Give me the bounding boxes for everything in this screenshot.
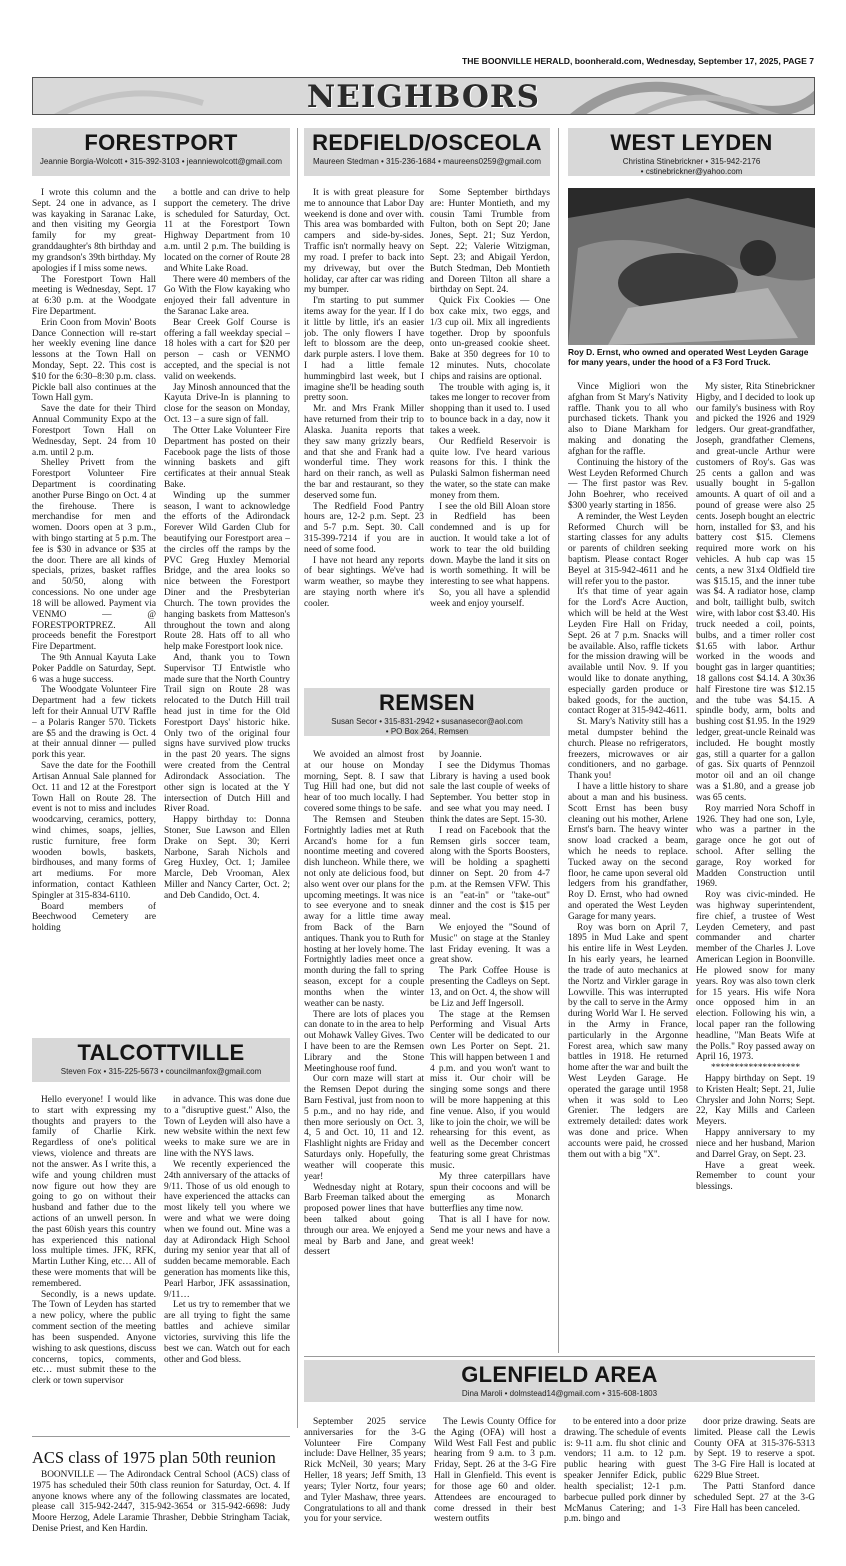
section-byline: Christina Stinebrickner • 315-942-2176 (622, 157, 761, 167)
paragraph: My three caterpillars have spun their cocoons and will be emerging as Monarch butterflies any time now. (430, 1171, 550, 1215)
redfield-col-2 (430, 188, 550, 676)
paragraph: by Joannie. (439, 750, 482, 760)
paragraph: Hello everyone! I would like to start with expressing my thoughts and prayers to the family of Charlie Kirk. Regardless of one's political views, violence and threats are not the answer. As I write this, a wife and young children must now figure out how they are going to go on without their husband and father due to the actions of an unwell person. In the past 60ish years this country has experienced this national loss multiple times. JFK, RFK, Martin Luther King, etc… All of these were moments that will be remembered. (32, 1095, 156, 1289)
paragraph: I read on Facebook that the Remsen girls soccer team, along with the Sports Boosters, will be holding a spaghetti dinner on Sept. 20 from 4-7 p.m. at the Remsen VFW. This is an "eat-in" or "take-out" dinner and the cost is $15 per meal. (430, 825, 550, 923)
paragraph: Vince Migliori won the afghan from St Mary's Nativity raffle. Thank you to all who purchased tickets. Thank you also to Diane Markham for making and donating the afghan for the raffle. (568, 382, 688, 457)
paragraph: The Remsen and Steuben Fortnightly ladies met at Ruth Arcand's home for a fun noontime meeting and covered dish luncheon. While there, we not only ate delicious food, but also went over our plans for the upcoming meetings. It was nice to see everyone and to sneak away for a little time away from Back of the Barn antiques. Thank you to Ruth for hosting at her lovely home. The Fortnightly ladies meet once a month during the fall to spring season, except for a couple months when the winter weather can be nasty. (304, 814, 424, 1009)
paragraph: in advance. This was done due to a "disruptive guest." Also, the Town of Leyden will also have a new website within the next few weeks to make sure we are in line with the NYS laws. (164, 1095, 290, 1160)
paragraph: The Park Coffee House is presenting the Cadleys on Sept. 13, and on Oct. 4, the show will be Liz and Jeff Ingersoll. (430, 966, 550, 1009)
paragraph: Secondly, is a news update. The Town of Leyden has started a new policy, where the public comment section of the meeting has been suspended. Anyone wishing to ask questions, discuss concerns, topics, comments, etc… must submit these to the clerk or town supervisor (32, 1289, 156, 1387)
truck-engine-photo (568, 188, 815, 345)
paragraph: It is with great pleasure for me to announce that Labor Day weekend is done and over with. This area was bombarded with campers and side-by-sides. Traffic isn't normally heavy on my road. I prefer to back into my driveway, but over the holiday, car after car was riding my bumper. (304, 188, 424, 296)
paragraph: Board members of Beechwood Cemetery are holding (32, 901, 156, 934)
westleyden-col-1 (568, 382, 688, 1352)
paragraph: Erin Coon from Movin' Boots Dance Connection will re-start her weekly evening line dance lessons at the Town Hall on Monday, Sept. 22. This cost is $10 for the 6:30–8:30 p.m. class. Pickle ball also continues at the Town Hall gym. (32, 317, 156, 404)
paragraph: ******************* (710, 1063, 801, 1074)
remsen-col-2 (430, 750, 550, 1350)
section-byline: Maureen Stedman • 315-236-1684 • maureens0259@gmail.com (312, 157, 542, 167)
neighbors-banner (32, 77, 815, 115)
paragraph: Our Redfield Reservoir is quite low. I've heard various reasons for this. I think the Pulaski Salmon fisherman need the water, so the state can make money from them. (430, 436, 550, 501)
paragraph: Wednesday night at Rotary, Barb Freeman talked about the proposed power lines that have been talked about going through our area. We enjoyed a meal by Barb and Jane, and dessert (304, 1182, 424, 1258)
paragraph: Roy was born on April 7, 1895 in Mud Lake and spent his entire life in West Leyden. In his early years, he learned the trade of auto mechanics at the Nortz and Virkler garage in Lowville. This was interrupted by the call to serve in the Army during World War I. He served in the Army in France, particularly in the Argonne Forest area, which saw many battles in 1918. He returned home after the war and built the West Leyden Garage. He operated the garage until 1958 when it was sold to Leo Grenier. The ledgers are extremely detailed: dates work was done and price. When accounts were paid, he crossed them out with a big "X". (568, 922, 688, 1160)
section-title: REDFIELD/OSCEOLA (312, 130, 542, 155)
talcottville-header (32, 1038, 290, 1082)
glenfield-col-1 (304, 1417, 426, 1562)
glenfield-col-3 (564, 1417, 686, 1562)
paragraph: It's that time of year again for the Lord's Acre Auction, which will be held at the West Leyden Fire Hall on Friday, Sept. 26 at 7 p.m. Snacks will be available. Also, raffle tickets for the mission drawing will be available until Nov. 9. If you would like to donate anything, especially garden produce or baked goods, for the auction, contact Roger at 315-942-4611. (568, 587, 688, 717)
forestport-col-1 (32, 188, 156, 1022)
paragraph: Mr. and Mrs Frank Miller have returned from their trip to Alaska. Juanita reports that they saw many grizzly bears, and that she and Frank had a wonderful time. They work hard on their ranch, as well as the bar and restaurant, so they deserved some fun. (304, 404, 424, 501)
paragraph: We recently experienced the 24th anniversary of the attacks of 9/11. Those of us old enough to have experienced the attacks can most likely tell you where we were and what we were doing when we found out. Mine was a day at Adirondack High School during my senior year that all of sudden became memorable. Each generation has moments like this, Pearl Harbor, JFK assassination, 9/11… (164, 1159, 290, 1300)
paragraph: Bear Creek Golf Course is offering a fall weekday special – 18 holes with a cart for $20 per person – cash or VENMO accepted, and the special is not valid on weekends. (164, 317, 290, 382)
paragraph: Let us try to remember that we are all trying to fight the same battles and achieve similar victories, surviving this life the best we can. Watch out for each other and God bless. (164, 1300, 290, 1365)
paragraph: Happy birthday to: Donna Stoner, Sue Lawson and Ellen Drake on Sept. 30; Kerri Narbone, Sarah Nichols and Greg Huxley, Oct. 1; Jamilee Marcle, Deb Vrooman, Alex Miller and Nancy Carter, Oct. 2; and Deb Candido, Oct. 4. (164, 815, 290, 901)
paragraph: Roy was civic-minded. He was highway superintendent, fire chief, a trustee of West Leyden Cemetery, and past commander and charter member of the Charles J. Love American Legion in Boonville. He plowed snow for many years. Roy was also town clerk for 15 years. His wife Nora once opposed him in an election. Following his win, a local paper ran the following headline, "Man Beats Wife at the Polls." Roy passed away on April 16, 1973. (696, 890, 815, 1063)
page-header: THE BOONVILLE HERALD, boonherald.com, Wednesday, September 17, 2025, PAGE 7 (462, 56, 814, 66)
paragraph: September 2025 service anniversaries for the 3-G Volunteer Fire Company include: Dave Hellner, 35 years; Rick McNeil, 30 years; Mary Heller, 18 years; Jeff Smith, 13 years; Tyler Nortz, four years; and Tyler Mashaw, three years. Congratulations to all and thank you for your service. (304, 1417, 426, 1525)
section-byline: Steven Fox • 315-225-5673 • councilmanfox@gmail.com (60, 1067, 262, 1077)
paragraph: That is all I have for now. Send me your news and have a great week! (430, 1214, 550, 1247)
talcottville-col-2 (164, 1095, 290, 1430)
paragraph: The Forestport Town Hall meeting is Wednesday, Sept. 17 at 6:30 p.m. at the Woodgate Fire Department. (32, 274, 156, 317)
paragraph: There are lots of places you can donate to in the area to help out Mohawk Valley Gives. Two I have been to are the Remsen Library and the Stone Meetinghouse roof fund. (304, 1009, 424, 1074)
paragraph: to be entered into a door prize drawing. The schedule of events is: 9-11 a.m. flu shot clinic and vendors; 11 a.m. to 12 p.m. public hearing with guest speaker Jennifer Edick, public health specialist; 12-1 p.m. barbecue pulled pork dinner by McManus Catering; and 1-3 p.m. bingo and (564, 1417, 686, 1525)
glenfield-col-2 (434, 1417, 556, 1562)
paragraph: Roy married Nora Schoff in 1926. They had one son, Lyle, who was a partner in the garage once he got out of school. After selling the garage, Roy worked for Madden Construction until 1969. (696, 803, 815, 890)
westleyden-header (568, 128, 815, 176)
paragraph: We avoided an almost frost at our house on Monday morning, Sept. 8. I saw that Tug Hill had one, but did not hear of too much locally. I had covered some things to be safe. (304, 750, 424, 815)
acs-headline: ACS class of 1975 plan 50th reunion (32, 1448, 276, 1467)
talcottville-col-1 (32, 1095, 156, 1430)
paragraph: I see the Didymus Thomas Library is having a used book sale the last couple of weeks of September. You better stop in and see what you may need. I think the dates are Sept. 15-30. (430, 760, 550, 825)
paragraph: Save the date for the Foothill Artisan Annual Sale planned for Oct. 11 and 12 at the Forestport Town Hall on Route 28. The event is not to miss and includes woodcarving, ceramics, pottery, wind chimes, soaps, jellies, rustic furniture, free form wooden bowls, baskets, birdhouses, and many forms of art mediums. For more information, contact Kathleen Spingler at 315-834-6110. (32, 761, 156, 901)
banner-title: NEIGHBORS (306, 79, 541, 115)
photo-caption: Roy D. Ernst, who owned and operated West Leyden Garage for many years, under the hood of a F3 Ford Truck. (568, 347, 809, 368)
section-byline: Jeannie Borgia-Wolcott • 315-392-3103 • jeanniewolcott@gmail.com (39, 157, 283, 167)
paragraph: Jay Minosh announced that the Kayuta Drive-In is planning to close for the season on Monday, Oct. 13 – a sure sign of fall. (164, 382, 290, 426)
paragraph: My sister, Rita Stinebrickner Higby, and I decided to look up our family's business with Roy and picked the 1926 and 1929 ledgers. Our great-grandfather, Joseph, grandfather Clemens, and great-uncle Arthur were customers of Roy's. Gas was 25 cents a gallon and was usually bought in 5-gallon amounts. A quart of oil and a pound of grease were also 25 cents. Joseph bought an electric horn, installed for $3, and his battery cost $15. Clemens required more work on his vehicles. A hub cap was 15 cents, a new 31x4 Oldfield tire was $15.15, and the inner tube was $4. A radiator hose, clamp and bolt, taillight bulb, switch wire, with labor cost $3.40. His truck needed a coil, points, bulbs, and a timer roller cost $1.65 with labor. Arthur worked in the woods and bought gas in larger quantities; 18 gallons cost $4.14. A 30x36 half Firestone tire was $12.15 and the tube was $4.15. A spindle body, arm, bolts and bushing cost $1.95. In the 1929 ledger, great-uncle Reinald was included. He bought mostly gas, still a quarter for a gallon of gas. Six quarts of Pennzoil motor oil and an oil change was a $1.80, and a grease job was 65 cents. (696, 382, 815, 803)
westleyden-col-2 (696, 382, 815, 1352)
paragraph: I see the old Bill Aloan store in Redfield has been condemned and is up for auction. It would take a lot of work to tear the old building down. Maybe the land it sits on is worth something. It will be interesting to see what happens. (430, 501, 550, 588)
paragraph: a bottle and can drive to help support the cemetery. The drive is scheduled for Saturday, Oct. 11 at the Forestport Town Highway Department from 10 a.m. until 2 p.m. The building is located on the corner of Route 28 and White Lake Road. (164, 188, 290, 274)
paragraph: The 9th Annual Kayuta Lake Poker Paddle on Saturday, Sept. 6 was a huge success. (32, 652, 156, 685)
paragraph: The Lewis County Office for the Aging (OFA) will host a Wild West Fall Fest and public hearing from 9 a.m. to 3 p.m. Friday, Sept. 26 at the 3-G Fire Hall in Glenfield. This event is for those age 60 and older. Attendees are encouraged to come dressed in their best western outfits (434, 1417, 556, 1525)
column-divider (297, 128, 298, 1428)
paragraph: So, you all have a splendid week and enjoy yourself. (430, 588, 550, 609)
section-byline: Susan Secor • 315-831-2942 • susanasecor@aol.com (331, 717, 523, 727)
paragraph: Quick Fix Cookies — One box cake mix, two eggs, and 1/3 cup oil. Mix all ingredients together. Drop by spoonfuls onto un-greased cookie sheet. Bake at 350 degrees for 10 to 12 minutes. Nuts, chocolate chips and raisins are optional. (430, 296, 550, 382)
section-title: REMSEN (379, 690, 475, 715)
acs-article-body (32, 1470, 290, 1562)
paragraph: Winding up the summer season, I want to acknowledge the efforts of the Adirondack Forever Wild Garden Club for beautifying our Forestport area – the circles off the ramps by the PVC Greg Huxley Memorial Bridge, and the area looks so nice between the Forestport Diner and the Presbyterian Church. The town provides the hanging baskets from Matteson's throughout the town and along Route 28. Hats off to all who help make Forestport look nice. (164, 490, 290, 653)
paragraph: St. Mary's Nativity still has a metal dumpster behind the church. Please no refrigerators, freezers, microwaves or air conditioners, and no garbage. Thank you! (568, 717, 688, 782)
paragraph: Happy anniversary to my niece and her husband, Marion and Darrel Gray, on Sept. 23. (696, 1128, 815, 1160)
paragraph: Continuing the history of the West Leyden Reformed Church — The first pastor was Rev. John Boehrer, who received $300 yearly starting in 1856. (568, 457, 688, 511)
forestport-header (32, 128, 290, 176)
divider (32, 1436, 290, 1437)
paragraph: The Otter Lake Volunteer Fire Department has posted on their Facebook page the lists of those winning baskets and gift certificates at their annual Steak Bake. (164, 425, 290, 490)
section-title: TALCOTTVILLE (77, 1040, 245, 1065)
paragraph: A reminder, the West Leyden Reformed Church will be starting classes for any adults or parents of children seeking baptism. Please contact Roger Beyel at 315-942-4611 and he will refer you to the pastor. (568, 511, 688, 587)
divider (304, 1356, 815, 1357)
section-title: GLENFIELD AREA (461, 1362, 658, 1387)
column-divider (558, 128, 559, 1353)
paragraph: The trouble with aging is, it takes me longer to recover from shopping than it used to. I used to bounce back in a day, now it takes a week. (430, 382, 550, 436)
section-title: FORESTPORT (84, 130, 238, 155)
paragraph: door prize drawing. Seats are limited. Please call the Lewis County OFA at 315-376-5313 by Sept. 19 to reserve a spot. The 3-G Fire Hall is located at 6229 Blue Street. (694, 1417, 815, 1482)
paragraph: The stage at the Remsen Performing and Visual Arts Center will be dedicated to our own Les Porter on Sept. 21. This will happen between 1 and 4 p.m. and you won't want to miss it. Our choir will be singing some songs and there will be more happening at this fine venue. Also, if you would like to join the choir, we will be rehearsing for this event, as well as the December concert featuring some great Christmas music. (430, 1009, 550, 1171)
paragraph: I wrote this column and the Sept. 24 one in advance, as I was kayaking in Saranac Lake, and then visiting my Georgia family for my great-granddaughter's 8th birthday and my grandson's 39th birthday. My apologies if I miss some news. (32, 188, 156, 274)
paragraph: Have a great week. Remember to count your blessings. (696, 1160, 815, 1193)
paragraph: Our corn maze will start at the Remsen Depot during the Barn Festival, just from noon to 5 p.m., and no hay ride, and then more seriously on Oct. 3, 4, 5 and Oct. 10, 11 and 12. Flashlight nights are Friday and Saturdays only. Hopefully, the weather will cooperate this year! (304, 1074, 424, 1182)
paragraph: I have not heard any reports of bear sightings. We've had warm weather, so maybe they are staying north where it's cooler. (304, 555, 424, 609)
paragraph: I have a little history to share about a man and his business. Scott Ernst has been busy cleaning out his mother, Arlene Ernst's barn. The heavy winter snow load cracked a beam, which he needs to replace. Tucked away on the second floor, he came upon several old ledgers from his grandfather, Roy D. Ernst, who had owned and operated the West Leyden Garage for many years. (568, 782, 688, 922)
remsen-col-1 (304, 750, 424, 1350)
paragraph: BOONVILLE — The Adirondack Central School (ACS) class of 1975 has scheduled their 50th class reunion for Saturday, Oct. 4. If anyone knows where any of the following classmates are located, please call 315-942-2447, 315-942-3654 or 315-942-6698: Judy Moore Herzog, Adele Laramie Thrasher, Debbie Stringham Taciak, Denise Priest, and Ken Hardin. (32, 1470, 290, 1534)
paragraph: Shelley Privett from the Forestport Volunteer Fire Department is coordinating another Purse Bingo on Oct. 4 at the firehouse. There is merchandise for men and women. Doors open at 3 p.m., with bingo starting at 5 p.m. The fee is $30 in advance or $35 at the door. There are all kinds of specials, prizes, basket raffles and 50/50, along with concessions. No one under age 18 will be allowed. Payment via VENMO — @ FORESTPORTPREZ. All proceeds benefit the Forestport Fire Department. (32, 458, 156, 653)
paragraph: We enjoyed the "Sound of Music" on stage at the Stanley last Friday evening. It was a great show. (430, 923, 550, 966)
redfield-col-1 (304, 188, 424, 676)
section-byline-2: • PO Box 264, Remsen (385, 726, 469, 736)
section-byline: Dina Maroli • dolmstead14@gmail.com • 315-608-1803 (461, 1389, 658, 1399)
forestport-col-2 (164, 188, 290, 1022)
section-title: WEST LEYDEN (610, 130, 773, 155)
paragraph: And, thank you to Town Supervisor TJ Entwistle who made sure that the North Country Trail sign on Route 28 was relocated to the Dutch Hill trail head just in time for the Old Forestport Days' historic hike. Only two of the original four signs have survived plow trucks in the past 20 years. The signs were created from the Central Adirondack Association. The other sign is located at the Y intersection of Dutch Hill and River Road. (164, 652, 290, 815)
paragraph: Save the date for their Third Annual Community Expo at the Forestport Town Hall on Wednesday, Sept. 24 from 10 a.m. until 2 p.m. (32, 404, 156, 458)
paragraph: There were 40 members of the Go With the Flow kayaking who enjoyed their fall adventure in the Saranac Lake area. (164, 274, 290, 317)
paragraph: Some September birthdays are: Hunter Montieth, and my cousin Tami Trumble from Fulton, both on Sept 20; Jane Jones, Sept. 21; Suz Yerdon, Sept. 22; Valerie Witzigman, Sept. 23; and Abigail Yerdon, Butch Stedman, Deb Montieth and Doreen Tilton all share a birthday on Sept. 24. (430, 188, 550, 296)
remsen-header (304, 688, 550, 736)
redfield-header (304, 128, 550, 176)
paragraph: I'm starting to put summer items away for the year. If I do it little by little, it's an easier job. The only flowers I have left to blossom are the deep, dark purple asters. I love them. I had a little female hummingbird last week, but I imagine she'll be heading south pretty soon. (304, 296, 424, 404)
paragraph: The Woodgate Volunteer Fire Department had a few tickets left for their Annual UTV Raffle – a Polaris Ranger 570. Tickets are $5 and the drawing is Oct. 4 at their annual dinner — pulled pork this year. (32, 685, 156, 761)
section-byline-2: • cstinebrickner@yahoo.com (640, 166, 743, 176)
glenfield-header (304, 1360, 815, 1402)
paragraph: The Redfield Food Pantry hours are, 12-2 p.m. Sept. 23 and 5-7 p.m. Sept. 30. Call 315-399-7214 if you are in need of some food. (304, 501, 424, 555)
paragraph: Happy birthday on Sept. 19 to Kristen Healt; Sept. 21, Julie Chrysler and John Norrs; Sept. 22, Kay Mills and Carleen Meyers. (696, 1074, 815, 1128)
glenfield-col-4 (694, 1417, 815, 1562)
paragraph: The Patti Stanford dance scheduled Sept. 27 at the 3-G Fire Hall has been canceled. (694, 1481, 815, 1514)
